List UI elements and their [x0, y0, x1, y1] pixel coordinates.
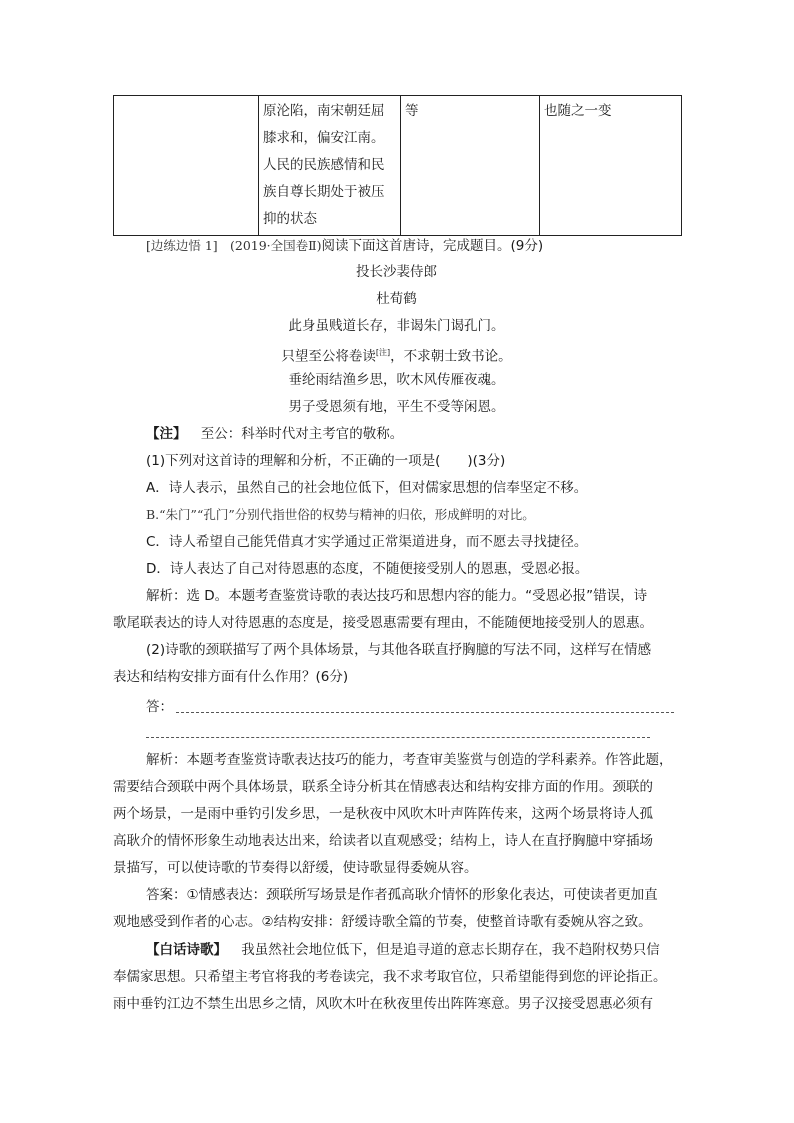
- poem-line-3: 垂纶雨结渔乡思，吹木风传雁夜魂。: [288, 372, 505, 388]
- q2-answer-line-1: 答案：①情感表达：颈联所写场景是作者孤高耿介情怀的形象化表达，可使读者更加直: [146, 887, 658, 903]
- q1-option-d: D．诗人表达了自己对待恩惠的态度，不随便接受别人的恩惠，受恩必报。: [146, 561, 589, 577]
- poem-line-2-b: ，不求朝士致书论。: [390, 348, 512, 365]
- answer-line-2[interactable]: [146, 737, 650, 738]
- q2-analysis-line-2: 需要结合颈联中两个具体场景，联系全诗分析其在情感表达和结构安排方面的作用。颈联的: [113, 779, 653, 795]
- note: [146, 424, 680, 444]
- q2-analysis-line-4: 高耿介的情怀形象生动地表达出来，给读者以直观感受；结构上，诗人在直抒胸臆中穿插场: [113, 833, 653, 849]
- q1-option-c: C．诗人希望自己能凭借真才实学通过正常渠道进身，而不愿去寻找捷径。: [146, 534, 588, 550]
- table-cell-change: 也随之一变: [540, 96, 682, 236]
- poem-line-2-a: 只望至公将卷读: [281, 348, 376, 365]
- q1-stem: (1)下列对这首诗的理解和分析，不正确的一项是( )(3分): [146, 453, 506, 469]
- table-row: [114, 96, 682, 236]
- q2-analysis-line-3: 两个场景，一是雨中垂钓引发乡思，一是秋夜中风吹木叶声阵阵传来，这两个场景将诗人孤: [113, 806, 653, 822]
- q2-answer-label: 答：: [146, 699, 173, 715]
- cell-line: 人民的民族感情和民: [263, 157, 385, 173]
- note-label: 【注】: [146, 426, 187, 442]
- poem-title: 投长沙裴侍郎: [356, 264, 437, 280]
- note-marker: [注]: [375, 348, 391, 357]
- q2-answer-line-2: 观地感受到作者的心志。②结构安排：舒缓诗歌全篇的节奏，使整首诗歌有委婉从容之致。: [113, 914, 652, 930]
- cell-line: 原沦陷，南宋朝廷屈: [263, 103, 385, 119]
- cell-line: 族自尊长期处于被压: [263, 184, 385, 200]
- q2-stem-line-1: (2)诗歌的颈联描写了两个具体场景，与其他各联直抒胸臆的写法不同，这样写在情感: [146, 642, 652, 658]
- table-cell-deng: 等: [401, 96, 540, 236]
- exercise-tag: [边练边悟 1]: [146, 238, 218, 253]
- poem-line-4: 男子受恩须有地，平生不受等闲恩。: [288, 399, 505, 415]
- q2-analysis-line-1: 解析：本题考查鉴赏诗歌表达技巧的能力，考查审美鉴赏与创造的学科素养。作答此题，: [146, 752, 673, 768]
- q1-option-a: A．诗人表示，虽然自己的社会地位低下，但对儒家思想的信奉坚定不移。: [146, 480, 588, 496]
- exercise-instruction: 阅读下面这首唐诗，完成题目。(9分): [321, 238, 544, 254]
- note-text: 至公：科举时代对主考官的敬称。: [200, 426, 404, 442]
- q1-option-b: B.“朱门”“孔门”分别代指世俗的权势与精神的归依，形成鲜明的对比。: [146, 507, 535, 522]
- q2-analysis-line-5: 景描写，可以使诗歌的节奏得以舒缓，使诗歌显得委婉从容。: [113, 860, 478, 876]
- table-cell-background: [259, 96, 401, 236]
- vernacular-line-3: 雨中垂钓江边不禁生出思乡之情，风吹木叶在秋夜里传出阵阵寒意。男子汉接受恩惠必须有: [113, 996, 653, 1012]
- continuation-table: [113, 95, 682, 236]
- vernacular-line-1: [146, 940, 680, 960]
- exercise-source: (2019·全国卷Ⅱ): [229, 238, 322, 253]
- poem-line-2: [113, 343, 680, 367]
- vernacular-label: 【白话诗歌】: [146, 942, 227, 958]
- q2-stem-line-2: 表达和结构安排方面有什么作用？(6分): [113, 669, 349, 685]
- poem-line-1: 此身虽贱道长存，非谒朱门谒孔门。: [288, 318, 505, 334]
- cell-line: 抑的状态: [263, 211, 317, 227]
- vernacular-text-1: 我虽然社会地位低下，但是追寻道的意志长期存在，我不趋附权势只信: [241, 942, 660, 958]
- vernacular-line-2: 奉儒家思想。只希望主考官将我的考卷读完，我不求考取官位，只希望能得到您的评论指正。: [113, 969, 667, 985]
- table-cell-empty: [114, 96, 259, 236]
- exercise-header: [146, 236, 680, 256]
- cell-line: 膝求和，偏安江南。: [263, 130, 385, 146]
- q1-analysis-line-1: 解析：选 D。本题考查鉴赏诗歌的表达技巧和思想内容的能力。“受恩必报”错误，诗: [146, 588, 648, 604]
- answer-line-1[interactable]: [176, 712, 674, 713]
- q1-analysis-line-2: 歌尾联表达的诗人对待恩惠的态度是，接受恩惠需要有理由，不能随便地接受别人的恩惠。: [113, 615, 653, 631]
- poem-author: 杜荀鹤: [376, 291, 417, 307]
